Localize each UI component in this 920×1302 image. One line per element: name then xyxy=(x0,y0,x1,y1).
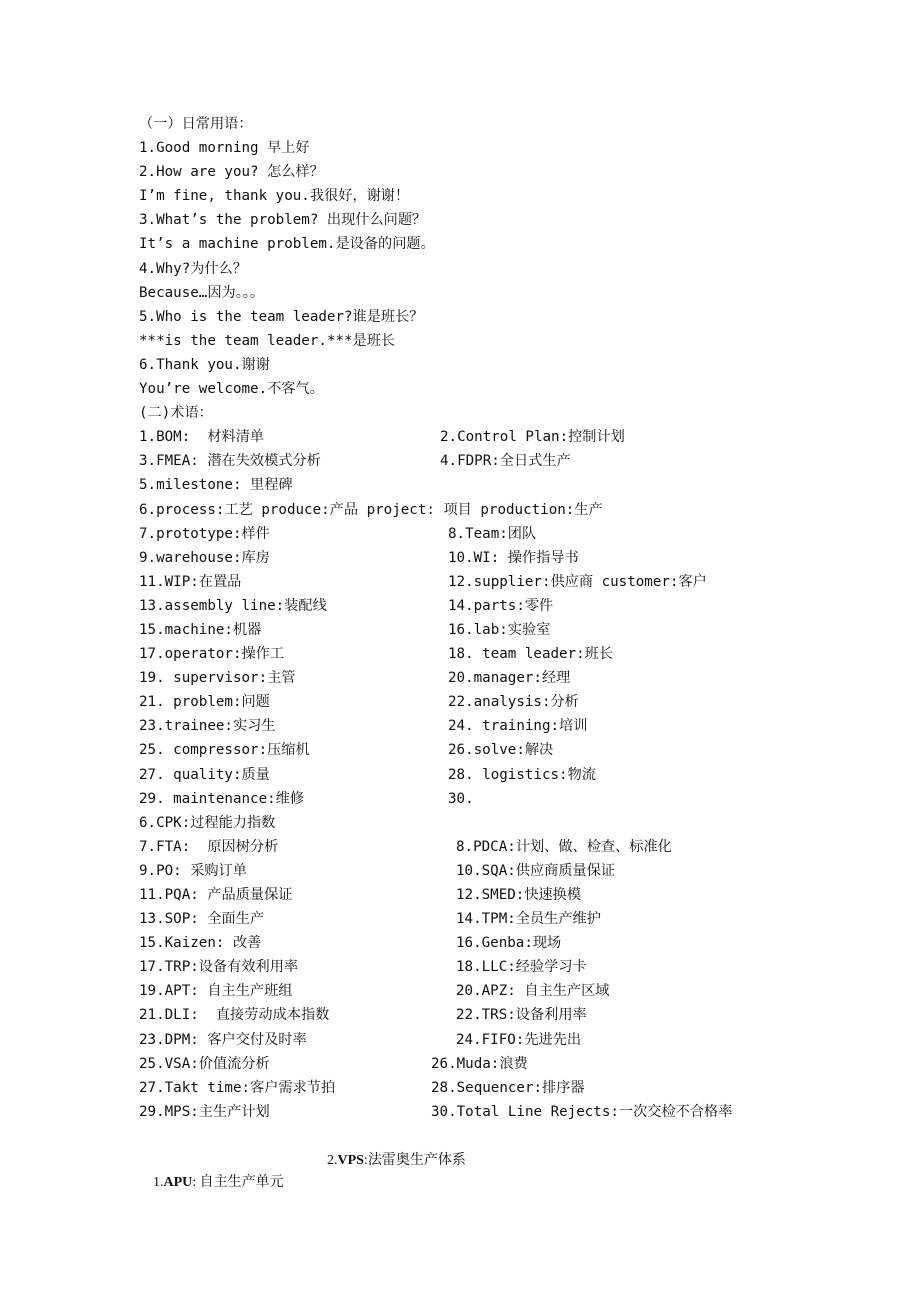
section2-heading: (二)术语： xyxy=(139,405,213,422)
term-left: 13.assembly line:装配线 xyxy=(139,597,327,614)
term-right: 20.manager:经理 xyxy=(448,670,571,687)
footer-terms xyxy=(139,1150,639,1238)
term-left: 21. problem:问题 xyxy=(139,694,270,711)
term-row xyxy=(139,714,799,738)
term-left: 27.Takt time:客户需求节拍 xyxy=(139,1079,336,1096)
term-right: 30.Total Line Rejects:一次交检不合格率 xyxy=(431,1103,733,1120)
phrase-line: Because…因为。。。 xyxy=(139,284,265,301)
term-row xyxy=(139,811,799,835)
section1-heading: （一）日常用语： xyxy=(139,116,253,132)
term-left: 7.prototype:样件 xyxy=(139,525,270,542)
term-row xyxy=(139,1003,799,1027)
term-left: 6.process:工艺 produce:产品 project: 项目 production:生产 xyxy=(139,501,603,518)
term-row xyxy=(139,618,799,642)
term-right: 18.LLC:经验学习卡 xyxy=(456,959,587,976)
term-right: 26.Muda:浪费 xyxy=(431,1055,528,1072)
term-row xyxy=(139,1052,799,1076)
phrase-line: 2.How are you? 怎么样？ xyxy=(139,164,324,181)
term-left: 25. compressor:压缩机 xyxy=(139,742,310,759)
term-right: 10.SQA:供应商质量保证 xyxy=(456,862,616,879)
phrase-line: 1.Good morning 早上好 xyxy=(139,140,310,157)
term-right: 2.Control Plan:控制计划 xyxy=(440,429,625,446)
term-row xyxy=(139,570,799,594)
term-row xyxy=(139,642,799,666)
term-left: 6.CPK:过程能力指数 xyxy=(139,814,276,831)
phrase-line: I’m fine, thank you.我很好，谢谢！ xyxy=(139,188,410,205)
term-right: 22.analysis:分析 xyxy=(448,694,579,711)
term-right: 18. team leader:班长 xyxy=(448,646,614,663)
term-row xyxy=(139,1100,799,1124)
term-right: 26.solve:解决 xyxy=(448,742,554,759)
term-row xyxy=(139,425,799,449)
term-right: 30. xyxy=(448,790,474,807)
term-row xyxy=(139,763,799,787)
phrase-line: It’s a machine problem.是设备的问题。 xyxy=(139,236,435,253)
term-right: 22.TRS:设备利用率 xyxy=(456,1007,587,1024)
term-right: 28.Sequencer:排序器 xyxy=(431,1079,585,1096)
term-row xyxy=(139,931,799,955)
term-row xyxy=(139,859,799,883)
term-right: 12.SMED:快速换模 xyxy=(456,887,582,903)
term-row xyxy=(139,473,799,497)
term-left: 11.PQA: 产品质量保证 xyxy=(139,887,293,903)
term-left: 3.FMEA: 潜在失效模式分析 xyxy=(139,453,321,470)
term-left: 23.trainee:实习生 xyxy=(139,718,276,735)
term-row xyxy=(139,979,799,1003)
term-right: 24.FIFO:先进先出 xyxy=(456,1031,582,1048)
phrase-line: You’re welcome.不客气。 xyxy=(139,381,324,398)
term-right: 8.PDCA:计划、做、检查、标准化 xyxy=(456,838,672,855)
vps-key: VPS xyxy=(337,1153,364,1168)
phrase-line: 5.Who is the team leader?谁是班长？ xyxy=(139,308,424,325)
term-left: 21.DLI: 直接劳动成本指数 xyxy=(139,1007,330,1024)
term-right: 8.Team:团队 xyxy=(448,525,537,542)
term-left: 27. quality:质量 xyxy=(139,766,270,783)
term-right: 14.parts:零件 xyxy=(448,597,554,614)
phrase-line: 3.What’s the problem? 出现什么问题？ xyxy=(139,212,427,229)
term-row xyxy=(139,449,799,473)
document-body xyxy=(139,112,799,1124)
term-left: 11.WIP:在置品 xyxy=(139,573,242,590)
term-row xyxy=(139,666,799,690)
term-left: 1.BOM: 材料清单 xyxy=(139,429,265,446)
term-left: 15.machine:机器 xyxy=(139,621,262,638)
term-right: 10.WI: 操作指导书 xyxy=(448,549,579,566)
term-right: 20.APZ: 自主生产区域 xyxy=(456,983,610,1000)
term-left: 29. maintenance:维修 xyxy=(139,790,305,807)
term-row xyxy=(139,1076,799,1100)
term-row xyxy=(139,835,799,859)
term-left: 5.milestone: 里程碑 xyxy=(139,477,293,494)
term-row xyxy=(139,787,799,811)
term-left: 25.VSA:价值流分析 xyxy=(139,1055,270,1072)
term-left: 9.PO: 采购订单 xyxy=(139,862,247,879)
term-left: 19. supervisor:主管 xyxy=(139,670,296,687)
term-row xyxy=(139,594,799,618)
term-left: 23.DPM: 客户交付及时率 xyxy=(139,1031,307,1048)
term-left: 7.FTA: 原因树分析 xyxy=(139,838,279,855)
term-row xyxy=(139,546,799,570)
apu-key: APU xyxy=(163,1175,193,1190)
term-right: 28. logistics:物流 xyxy=(448,766,596,783)
term-left: 15.Kaizen: 改善 xyxy=(139,935,262,952)
term-right: 24. training:培训 xyxy=(448,718,588,735)
term-right: 12.supplier:供应商 customer:客户 xyxy=(448,573,707,590)
term-right: 16.Genba:现场 xyxy=(456,935,562,952)
phrase-line: ***is the team leader.***是班长 xyxy=(139,332,396,349)
term-row xyxy=(139,1028,799,1052)
footer-item-apu: 1.APU: 自主生产单元 xyxy=(153,1175,284,1190)
term-left: 19.APT: 自主生产班组 xyxy=(139,983,293,1000)
term-right: 16.lab:实验室 xyxy=(448,621,551,638)
phrase-line: 4.Why?为什么？ xyxy=(139,260,247,277)
footer-item-vps: 2.VPS:法雷奥生产体系 xyxy=(327,1153,466,1168)
term-row xyxy=(139,955,799,979)
term-row xyxy=(139,907,799,931)
phrase-line: 6.Thank you.谢谢 xyxy=(139,356,270,373)
term-row xyxy=(139,883,799,907)
term-row xyxy=(139,738,799,762)
term-left: 29.MPS:主生产计划 xyxy=(139,1103,270,1120)
term-row xyxy=(139,498,799,522)
term-left: 17.TRP:设备有效利用率 xyxy=(139,959,299,976)
term-row xyxy=(139,522,799,546)
term-left: 13.SOP: 全面生产 xyxy=(139,911,265,928)
term-left: 17.operator:操作工 xyxy=(139,646,285,663)
term-right: 4.FDPR:全日式生产 xyxy=(440,453,571,470)
term-row xyxy=(139,690,799,714)
term-right: 14.TPM:全员生产维护 xyxy=(456,911,601,928)
term-left: 9.warehouse:库房 xyxy=(139,549,270,566)
